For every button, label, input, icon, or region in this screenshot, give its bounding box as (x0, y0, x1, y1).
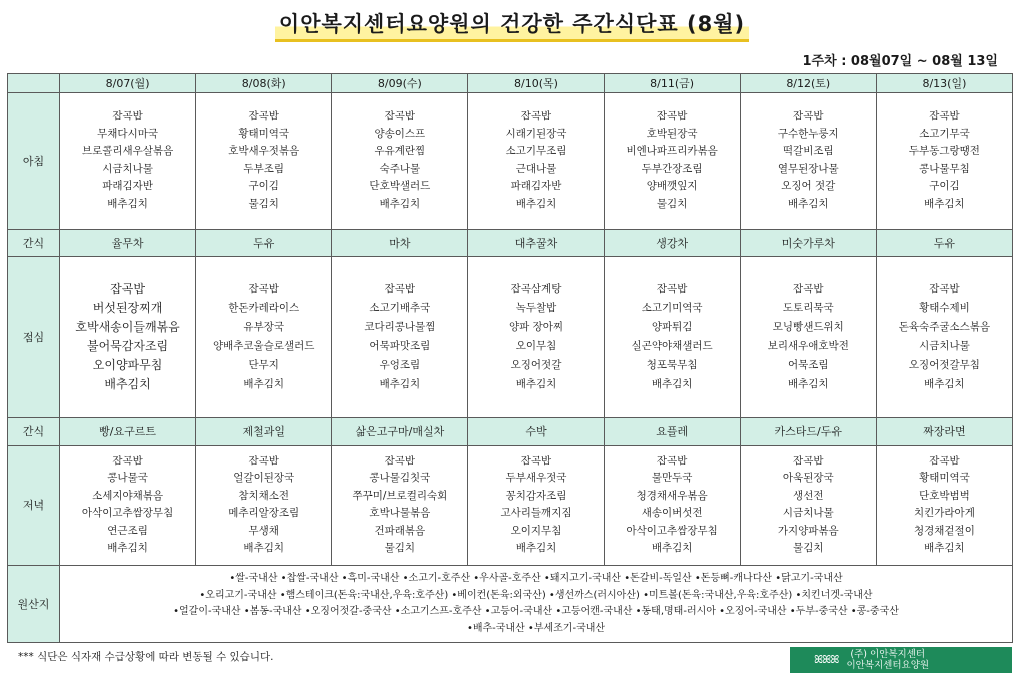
breakfast-cell (196, 93, 332, 230)
menu-item: 구이김 (929, 180, 960, 193)
day-header: 8/09(수) (332, 74, 468, 93)
menu-item: 청경채새우볶음 (636, 489, 708, 502)
menu-item: 우엉조림 (379, 359, 421, 372)
menu-item: 오징어젓갈무침 (908, 359, 980, 372)
lunch-cell (332, 257, 468, 418)
menu-item: 구이김 (248, 180, 279, 193)
menu-item: 잡곡밥 (112, 454, 143, 467)
row-label-origin: 원산지 (8, 566, 60, 643)
row-label-dinner: 저녁 (8, 445, 60, 566)
breakfast-row (8, 93, 1013, 230)
day-header: 8/13(일) (876, 74, 1012, 93)
menu-item: 배추김치 (515, 542, 557, 555)
menu-item: 배추김치 (104, 377, 151, 392)
menu-item: 잡곡밥 (929, 454, 960, 467)
menu-item: 단무지 (248, 359, 279, 372)
row-label-snack2: 간식 (8, 418, 60, 445)
lunch-cell (876, 257, 1012, 418)
menu-item: 호박새우젓볶음 (228, 145, 300, 158)
dinner-cell (876, 445, 1012, 566)
menu-item: 콩나물무침 (919, 162, 970, 175)
snack2-cell: 빵/요구르트 (60, 418, 196, 445)
menu-item: 돈육숙주굴소스볶음 (898, 321, 991, 334)
menu-item: 한돈카레라이스 (228, 302, 300, 315)
day-header: 8/07(월) (60, 74, 196, 93)
menu-item: 두부새우젓국 (505, 472, 567, 485)
row-label-breakfast: 아침 (8, 93, 60, 230)
logo-company: (주) 이안복지센터 (850, 649, 926, 660)
snack2-cell: 삶은고구마/매실차 (332, 418, 468, 445)
menu-item: 시래기된장국 (505, 127, 567, 140)
menu-item: 청경채겉절이 (913, 524, 975, 537)
dinner-cell (468, 445, 604, 566)
menu-item: 배추김치 (651, 378, 693, 391)
menu-item: 녹두찰밥 (515, 302, 557, 315)
menu-item: 단호박샐러드 (369, 180, 431, 193)
snack2-cell: 요플레 (604, 418, 740, 445)
center-logo (790, 647, 1012, 673)
menu-item: 배추김치 (787, 378, 829, 391)
menu-item: 오이양파무침 (92, 358, 163, 373)
lunch-cell (740, 257, 876, 418)
menu-item: 두부동그랑땡전 (908, 145, 980, 158)
row-label-snack1: 간식 (8, 229, 60, 256)
day-header: 8/08(화) (196, 74, 332, 93)
menu-item: 실곤약야채샐러드 (631, 340, 713, 353)
lunch-cell (468, 257, 604, 418)
menu-item: 버섯된장찌개 (92, 301, 163, 316)
menu-item: 소고기배추국 (369, 302, 431, 315)
menu-item: 소고기미역국 (641, 302, 703, 315)
menu-item: 잡곡밥 (112, 110, 143, 123)
menu-item: 쭈꾸미/브로컬리숙회 (352, 489, 448, 502)
menu-item: 잡곡밥 (384, 110, 416, 123)
origin-cell (60, 566, 1013, 643)
dinner-cell (196, 445, 332, 566)
menu-item: 잡곡밥 (520, 454, 552, 467)
menu-item: 잡곡밥 (248, 283, 279, 296)
menu-item: 양파 장아찌 (508, 321, 564, 334)
dinner-cell (604, 445, 740, 566)
breakfast-cell (60, 93, 196, 230)
menu-item: 아삭이고추쌈장무침 (626, 524, 718, 537)
origin-line: •오리고기-국내산 •햄스테이크(돈육:국내산,우육:호주산) •베이컨(돈육:외국산) •생선까스(러시아산) •미트볼(돈육:국내산,우육:호주산) •치킨너겟-국내산 (199, 589, 873, 601)
menu-item: 고사리들깨지짐 (500, 507, 572, 520)
menu-item: 배추김치 (924, 378, 965, 391)
menu-item: 콩나물국 (107, 472, 148, 485)
menu-item: 잡곡밥 (929, 110, 960, 123)
menu-item: 배추김치 (787, 197, 829, 210)
menu-item: 물김치 (248, 197, 279, 210)
menu-item: 오이지무침 (510, 524, 562, 537)
menu-item: 무채다시마국 (97, 127, 158, 140)
snack2-row (8, 418, 1013, 445)
menu-item: 숙주나물 (379, 162, 421, 175)
day-header-row (8, 74, 1013, 93)
menu-item: 보리새우애호박전 (767, 340, 849, 353)
menu-item: 두부조림 (243, 162, 284, 175)
snack2-cell: 카스타드/두유 (740, 418, 876, 445)
snack1-cell: 두유 (196, 229, 332, 256)
menu-item: 배추김치 (515, 378, 557, 391)
menu-item: 오징어 젓갈 (781, 180, 836, 193)
menu-item: 물만두국 (651, 472, 693, 485)
menu-item: 연근조림 (107, 524, 148, 537)
menu-item: 황태미역국 (919, 472, 970, 485)
menu-item: 잡곡밥 (384, 283, 416, 296)
menu-item: 두부간장조림 (641, 162, 703, 175)
menu-item: 참치채소전 (238, 489, 290, 502)
menu-item: 배추김치 (379, 378, 421, 391)
menu-item: 잡곡밥 (110, 282, 145, 297)
menu-item: 잡곡밥 (384, 454, 416, 467)
menu-item: 소고기무국 (919, 127, 970, 140)
lunch-cell (604, 257, 740, 418)
menu-item: 양파튀김 (651, 321, 693, 334)
menu-item: 코다리콩나물찜 (364, 321, 436, 334)
menu-item: 청포묵무침 (646, 359, 698, 372)
menu-item: 잡곡밥 (656, 110, 688, 123)
menu-item: 건파래볶음 (374, 524, 426, 537)
menu-item: 배추김치 (243, 542, 284, 555)
menu-item: 호박새송이들깨볶음 (75, 320, 180, 335)
origin-line: •얼갈이-국내산 •봄동-국내산 •오징어젓갈-중국산 •소고기스프-호주산 •고등어-국내산 •고등어캔-국내산 •동태,명태-러시아 •오징어-국내산 •두부-중국산 •콩-중국산 (173, 606, 899, 618)
menu-item: 배추김치 (379, 197, 421, 210)
menu-item: 잡곡밥 (656, 283, 688, 296)
menu-item: 물김치 (656, 197, 688, 210)
menu-item: 호박나물볶음 (369, 507, 431, 520)
menu-item: 유부장국 (243, 321, 284, 334)
snack1-cell: 율무차 (60, 229, 196, 256)
menu-item: 배추김치 (107, 197, 148, 210)
menu-item: 시금치나물 (102, 162, 153, 175)
snack1-cell: 두유 (876, 229, 1012, 256)
lunch-row (8, 257, 1013, 418)
menu-item: 오징어젓갈 (510, 359, 562, 372)
menu-item: 배추김치 (924, 542, 965, 555)
menu-item: 우유계란찜 (374, 145, 426, 158)
menu-item: 비엔나파프리카볶음 (626, 145, 718, 158)
menu-item: 파래김자반 (510, 180, 562, 193)
origin-line: •배추-국내산 •부세조기-국내산 (466, 622, 606, 634)
menu-item: 어묵조림 (787, 359, 829, 372)
menu-item: 소세지야채볶음 (92, 489, 164, 502)
menu-item: 황태수제비 (919, 302, 970, 315)
menu-item: 잡곡밥 (248, 110, 279, 123)
day-header: 8/10(목) (468, 74, 604, 93)
menu-item: 잡곡밥 (793, 110, 824, 123)
menu-item: 무생채 (248, 524, 279, 537)
page-title: 이안복지센터요양원의 건강한 주간식단표 (8월) (0, 8, 1024, 42)
menu-item: 구수한누룽지 (777, 127, 839, 140)
menu-table (7, 73, 1013, 643)
logo-facility: 이안복지센터요양원 (846, 660, 930, 671)
menu-item: 아욱된장국 (782, 472, 834, 485)
menu-item: 배추김치 (107, 542, 148, 555)
snack1-cell: 대추꿀차 (468, 229, 604, 256)
origin-line: •쌀-국내산 •찹쌀-국내산 •흑미-국내산 •소고기-호주산 •우사골-호주산 •돼지고기-국내산 •돈갈비-독일산 •돈등뼈-캐나다산 •닭고기-국내산 (229, 573, 843, 585)
breakfast-cell (604, 93, 740, 230)
day-header: 8/12(토) (740, 74, 876, 93)
menu-item: 불어묵감자조림 (86, 339, 169, 354)
menu-item: 브로콜리새우살볶음 (81, 145, 174, 158)
menu-item: 도토리묵국 (782, 302, 834, 315)
menu-item: 배추김치 (243, 378, 284, 391)
menu-item: 치킨가라아게 (913, 507, 975, 520)
dinner-row (8, 445, 1013, 566)
menu-item: 얼갈이된장국 (233, 472, 295, 485)
menu-item: 근대나물 (515, 162, 557, 175)
menu-item: 잡곡삼계탕 (510, 283, 562, 296)
breakfast-cell (332, 93, 468, 230)
snack1-cell: 마차 (332, 229, 468, 256)
menu-item: 잡곡밥 (520, 110, 552, 123)
snack2-cell: 제철과일 (196, 418, 332, 445)
footnote: *** 식단은 식자재 수급상황에 따라 변동될 수 있습니다. (18, 651, 274, 663)
menu-item: 콩나물김칫국 (369, 472, 431, 485)
menu-item: 아삭이고추쌈장무침 (81, 507, 174, 520)
menu-item: 파래김자반 (102, 180, 153, 193)
menu-item: 열무된장나물 (777, 162, 839, 175)
menu-item: 생선전 (793, 489, 824, 502)
menu-item: 시금치나물 (782, 507, 834, 520)
logo-text (846, 649, 929, 671)
dinner-cell (332, 445, 468, 566)
snack1-cell: 생강차 (604, 229, 740, 256)
menu-item: 양배깻잎지 (646, 180, 698, 193)
menu-item: 호박된장국 (646, 127, 698, 140)
menu-item: 물김치 (384, 542, 416, 555)
menu-item: 황태미역국 (238, 127, 290, 140)
breakfast-cell (876, 93, 1012, 230)
snack1-cell: 미숫가루차 (740, 229, 876, 256)
breakfast-cell (740, 93, 876, 230)
snack2-cell: 짜장라면 (876, 418, 1012, 445)
corner-cell (8, 74, 60, 93)
menu-item: 소고기무조림 (505, 145, 567, 158)
menu-item: 잡곡밥 (793, 454, 824, 467)
menu-item: 새송이버섯전 (641, 507, 703, 520)
menu-item: 양배추코울슬로샐러드 (212, 340, 315, 353)
menu-item: 떡갈비조림 (782, 145, 834, 158)
dinner-cell (60, 445, 196, 566)
lunch-cell (196, 257, 332, 418)
menu-item: 오이무침 (515, 340, 557, 353)
menu-item: 배추김치 (651, 542, 693, 555)
row-label-lunch: 점심 (8, 257, 60, 418)
week-label: 1주차 : 08월07일 ~ 08월 13일 (802, 54, 998, 69)
flower-logo-icon: ꕤꕤꕤ (814, 653, 839, 666)
menu-item: 시금치나물 (919, 340, 970, 353)
breakfast-cell (468, 93, 604, 230)
menu-item: 잡곡밥 (793, 283, 824, 296)
day-header: 8/11(금) (604, 74, 740, 93)
menu-item: 잡곡밥 (929, 283, 960, 296)
menu-item: 배추김치 (515, 197, 557, 210)
menu-item: 배추김치 (924, 197, 965, 210)
menu-item: 어묵파맛조림 (369, 340, 431, 353)
snack1-row (8, 229, 1013, 256)
menu-item: 잡곡밥 (248, 454, 279, 467)
menu-item: 꽁치감자조림 (505, 489, 567, 502)
snack2-cell: 수박 (468, 418, 604, 445)
menu-item: 양송이스프 (374, 127, 426, 140)
menu-item: 잡곡밥 (656, 454, 688, 467)
menu-item: 가지양파볶음 (777, 524, 839, 537)
menu-item: 단호박범벅 (919, 489, 970, 502)
lunch-cell (60, 257, 196, 418)
dinner-cell (740, 445, 876, 566)
origin-row (8, 566, 1013, 643)
menu-item: 모닝빵샌드위치 (772, 321, 844, 334)
menu-item: 메추리알장조림 (228, 507, 300, 520)
menu-item: 물김치 (793, 542, 824, 555)
